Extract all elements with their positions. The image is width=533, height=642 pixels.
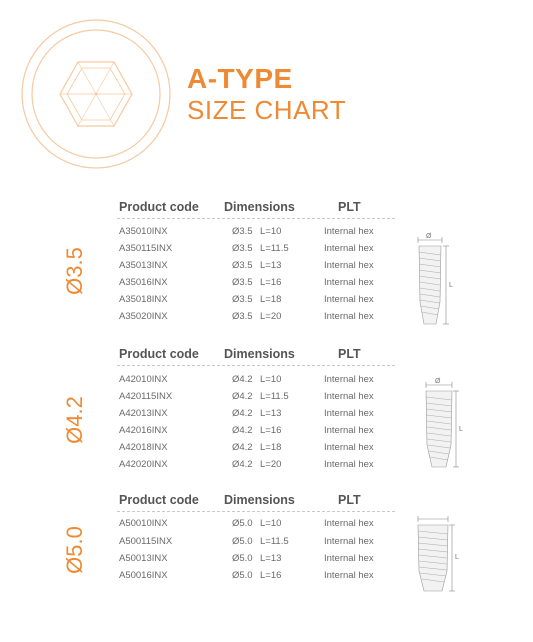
product-code: A35010INX <box>119 226 168 237</box>
length-value: L=11.5 <box>260 391 289 402</box>
diameter-value: Ø3.5 <box>232 311 253 322</box>
implant-drawing <box>418 377 478 477</box>
implant-drawing <box>412 513 472 613</box>
diameter-value: Ø3.5 <box>232 260 253 271</box>
diameter-value: Ø5.0 <box>232 518 253 529</box>
length-dimension-label: L <box>455 554 459 561</box>
diameter-value: Ø4.2 <box>232 425 253 436</box>
diameter-label: Ø4.2 <box>62 396 87 444</box>
length-value: L=11.5 <box>260 536 289 547</box>
column-header-code: Product code <box>119 493 199 507</box>
diameter-value: Ø4.2 <box>232 442 253 453</box>
hex-logo-icon <box>20 10 185 175</box>
column-header-dimensions: Dimensions <box>224 347 295 361</box>
length-value: L=16 <box>260 425 282 436</box>
plt-value: Internal hex <box>324 260 374 271</box>
diameter-value: Ø3.5 <box>232 277 253 288</box>
diameter-value: Ø4.2 <box>232 374 253 385</box>
diameter-value: Ø3.5 <box>232 294 253 305</box>
plt-value: Internal hex <box>324 243 374 254</box>
length-value: L=10 <box>260 518 282 529</box>
diameter-label: Ø3.5 <box>62 247 87 295</box>
length-value: L=11.5 <box>260 243 289 254</box>
implant-drawing <box>410 232 470 332</box>
length-value: L=20 <box>260 311 282 322</box>
product-code: A42018INX <box>119 442 168 453</box>
product-code: A50013INX <box>119 553 168 564</box>
product-code: A42020INX <box>119 459 168 470</box>
length-value: L=18 <box>260 294 282 305</box>
length-value: L=13 <box>260 553 282 564</box>
diameter-value: Ø5.0 <box>232 536 253 547</box>
plt-value: Internal hex <box>324 536 374 547</box>
plt-value: Internal hex <box>324 408 374 419</box>
product-code: A350115INX <box>119 243 173 254</box>
product-code: A35020INX <box>119 311 168 322</box>
plt-value: Internal hex <box>324 553 374 564</box>
plt-value: Internal hex <box>324 311 374 322</box>
product-code: A500115INX <box>119 536 173 547</box>
product-code: A420115INX <box>119 391 173 402</box>
diameter-value: Ø3.5 <box>232 243 253 254</box>
column-header-plt: PLT <box>338 347 361 361</box>
page-subtitle: SIZE CHART <box>187 95 347 125</box>
plt-value: Internal hex <box>324 425 374 436</box>
length-value: L=20 <box>260 459 282 470</box>
length-dimension-label: L <box>459 426 463 433</box>
plt-value: Internal hex <box>324 391 374 402</box>
column-header-code: Product code <box>119 347 199 361</box>
plt-value: Internal hex <box>324 518 374 529</box>
product-code: A50010INX <box>119 518 168 529</box>
product-code: A42013INX <box>119 408 168 419</box>
column-header-dimensions: Dimensions <box>224 493 295 507</box>
length-value: L=16 <box>260 277 282 288</box>
product-code: A50016INX <box>119 570 168 581</box>
diameter-dimension-label: Ø <box>435 378 441 385</box>
plt-value: Internal hex <box>324 459 374 470</box>
length-value: L=13 <box>260 408 282 419</box>
product-code: A35016INX <box>119 277 168 288</box>
divider <box>117 511 395 512</box>
product-code: A42010INX <box>119 374 168 385</box>
length-value: L=10 <box>260 226 282 237</box>
length-value: L=13 <box>260 260 282 271</box>
plt-value: Internal hex <box>324 570 374 581</box>
diameter-value: Ø4.2 <box>232 391 253 402</box>
divider <box>117 365 395 366</box>
diameter-value: Ø4.2 <box>232 459 253 470</box>
column-header-dimensions: Dimensions <box>224 200 295 214</box>
page-title: A-TYPE <box>187 63 293 94</box>
product-code: A35013INX <box>119 260 168 271</box>
plt-value: Internal hex <box>324 294 374 305</box>
diameter-value: Ø5.0 <box>232 570 253 581</box>
divider <box>117 218 395 219</box>
product-code: A42016INX <box>119 425 168 436</box>
length-dimension-label: L <box>449 282 453 289</box>
plt-value: Internal hex <box>324 277 374 288</box>
column-header-plt: PLT <box>338 493 361 507</box>
product-code: A35018INX <box>119 294 168 305</box>
diameter-value: Ø4.2 <box>232 408 253 419</box>
plt-value: Internal hex <box>324 226 374 237</box>
plt-value: Internal hex <box>324 374 374 385</box>
plt-value: Internal hex <box>324 442 374 453</box>
diameter-dimension-label: Ø <box>426 233 432 240</box>
length-value: L=16 <box>260 570 282 581</box>
diameter-value: Ø3.5 <box>232 226 253 237</box>
diameter-label: Ø5.0 <box>62 526 87 574</box>
column-header-code: Product code <box>119 200 199 214</box>
column-header-plt: PLT <box>338 200 361 214</box>
length-value: L=10 <box>260 374 282 385</box>
length-value: L=18 <box>260 442 282 453</box>
diameter-value: Ø5.0 <box>232 553 253 564</box>
